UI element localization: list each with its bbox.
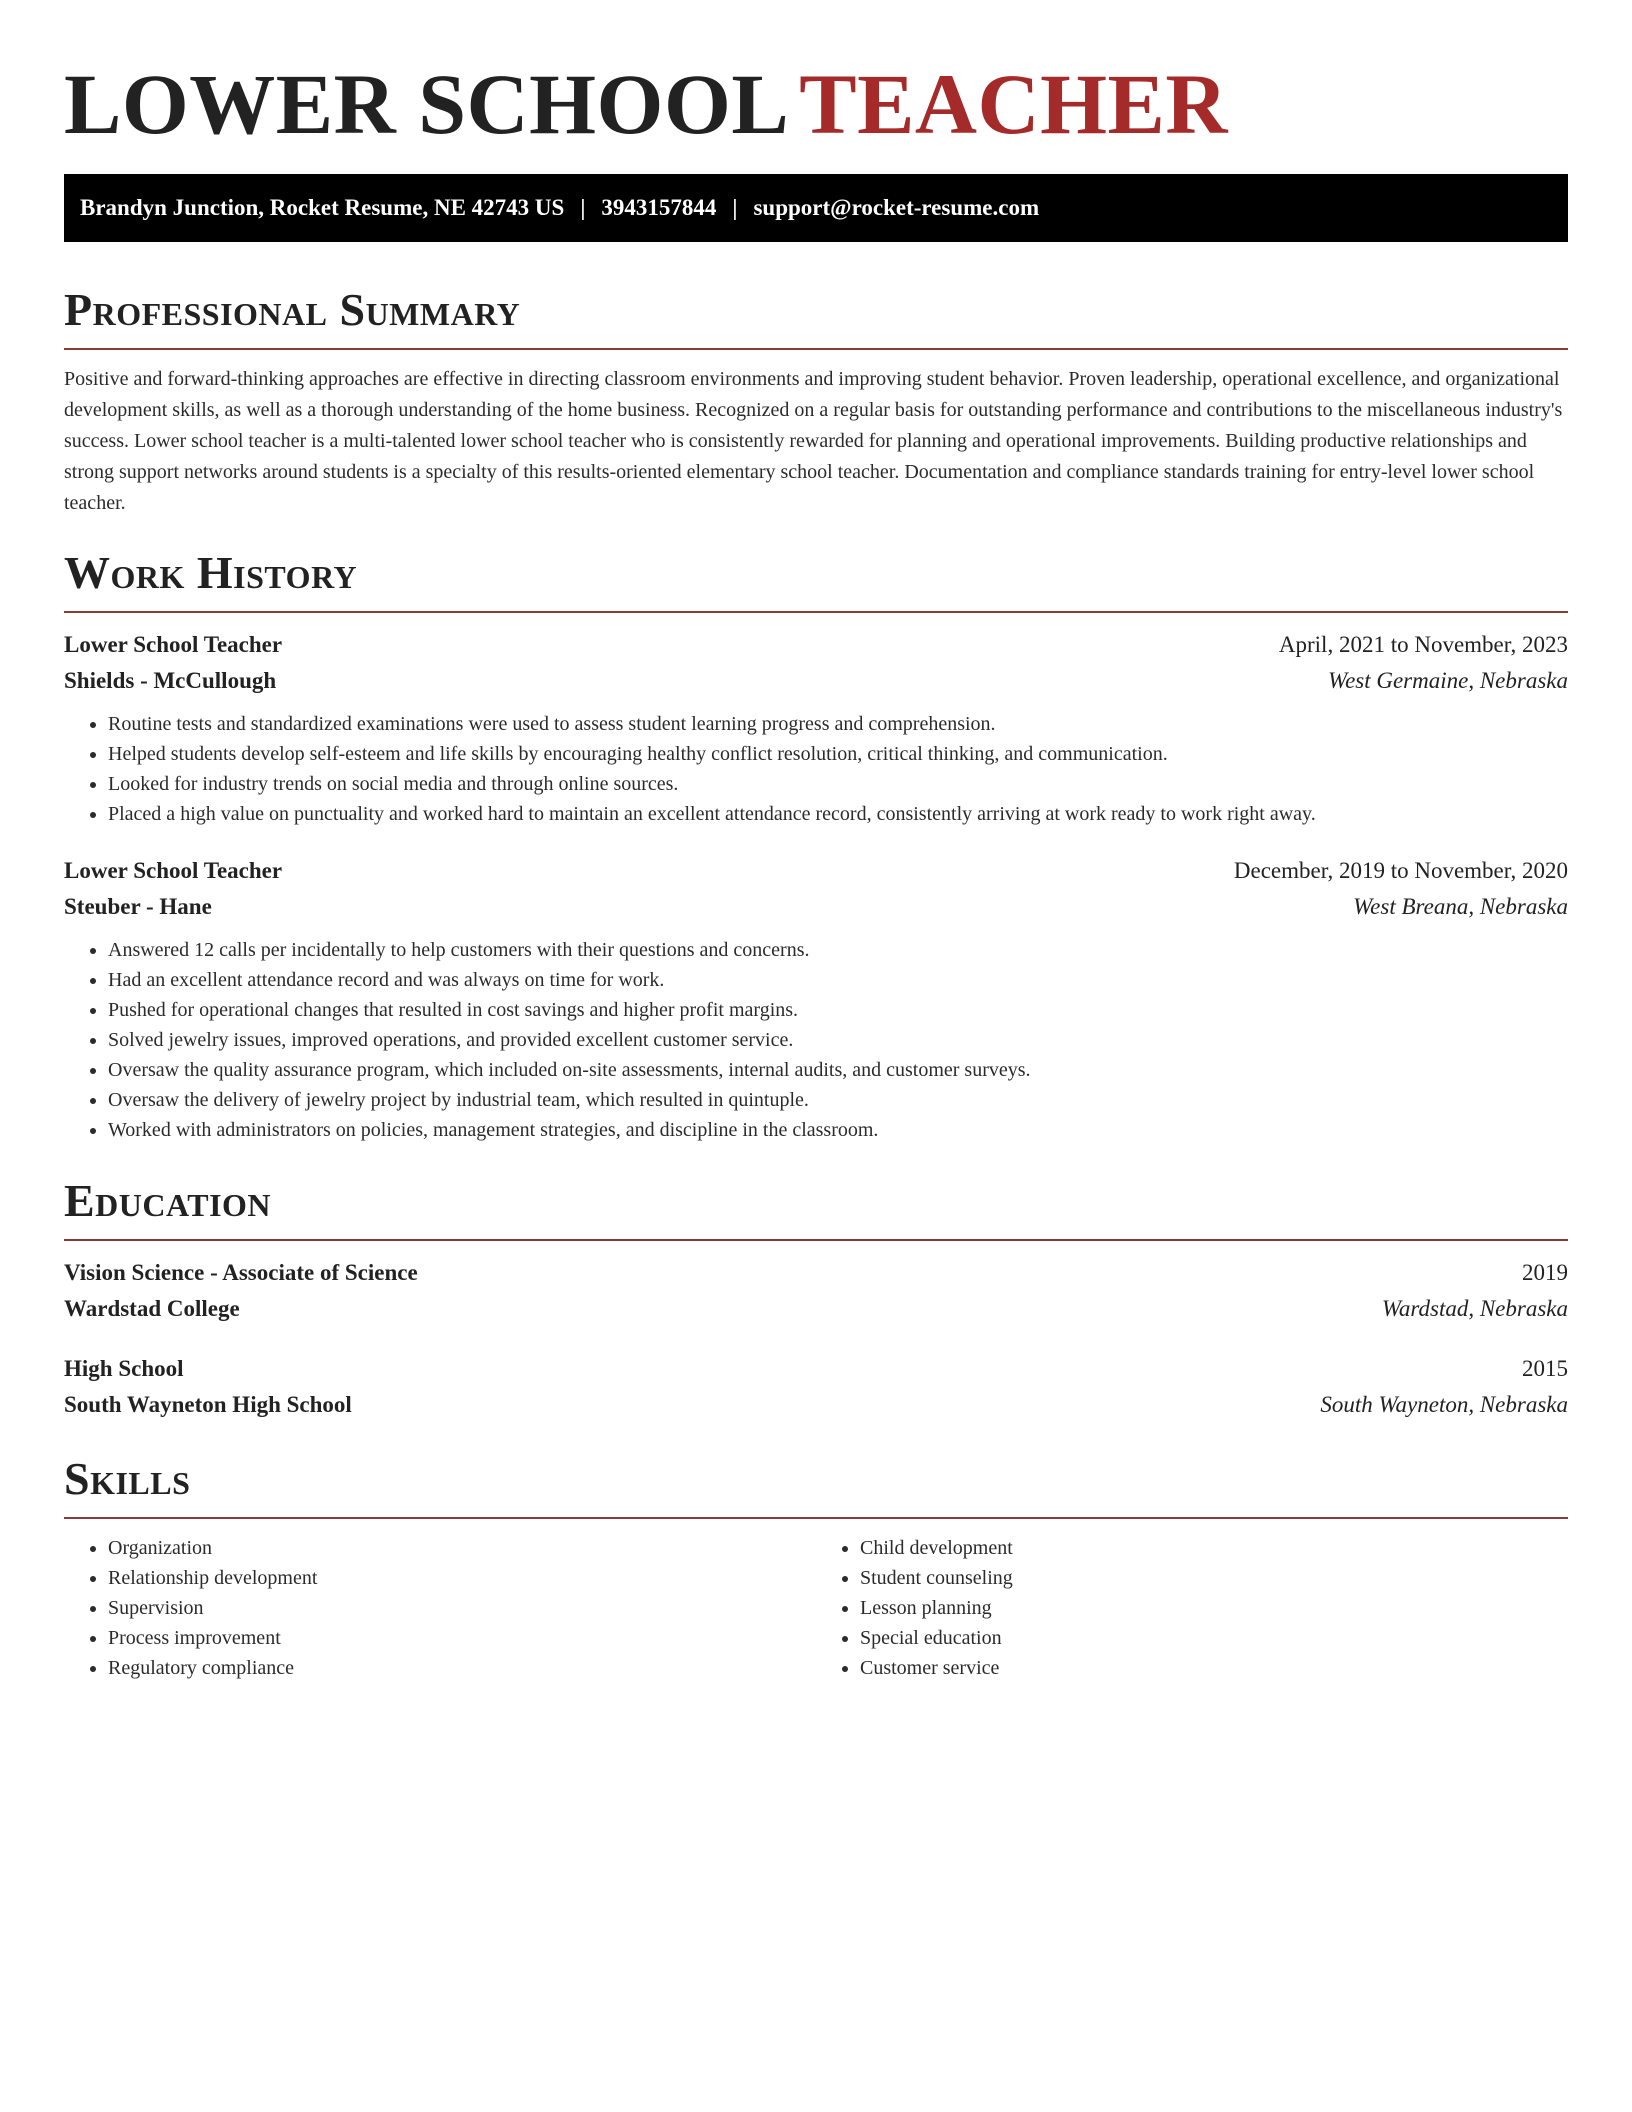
job-dates: April, 2021 to November, 2023 <box>1278 632 1568 657</box>
skill-item: • Relationship development <box>108 1563 816 1593</box>
job-location: West Germaine, Nebraska <box>1328 668 1568 693</box>
work-history-heading: Work History <box>64 547 358 598</box>
education-school: Wardstad College <box>64 1296 240 1321</box>
work-history-section <box>64 547 1568 1145</box>
education-location: South Wayneton, Nebraska <box>1320 1392 1568 1417</box>
job-bullet: • Answered 12 calls per incidentally to help customers with their questions and concerns. <box>108 935 1568 965</box>
title-main: LOWER SCHOOL <box>64 56 790 152</box>
skill-item: • Lesson planning <box>860 1593 1568 1623</box>
skill-item: • Process improvement <box>108 1623 816 1653</box>
contact-separator: | <box>580 195 586 220</box>
job-dates: December, 2019 to November, 2020 <box>1233 858 1568 883</box>
job-bullet: • Oversaw the quality assurance program, which included on-site assessments, internal audits, and customer surveys. <box>108 1055 1568 1085</box>
job-bullet: • Solved jewelry issues, improved operations, and provided excellent customer service. <box>108 1025 1568 1055</box>
job-bullet: • Pushed for operational changes that resulted in cost savings and higher profit margins. <box>108 995 1568 1025</box>
contact-separator: | <box>732 195 738 220</box>
section-divider <box>64 611 1568 613</box>
contact-address: Brandyn Junction, Rocket Resume, NE 42743 US <box>80 195 565 220</box>
job-bullet: • Helped students develop self-esteem and life skills by encouraging healthy conflict resolution, critical thinking, and communication. <box>108 739 1568 769</box>
education-year: 2015 <box>1522 1356 1568 1381</box>
education-section <box>64 1175 1568 1423</box>
job-entry <box>64 627 1568 829</box>
education-entry <box>64 1255 1568 1327</box>
job-bullet: • Worked with administrators on policies, management strategies, and discipline in the classroom. <box>108 1115 1568 1145</box>
education-year: 2019 <box>1522 1260 1568 1285</box>
job-bullet: • Had an excellent attendance record and was always on time for work. <box>108 965 1568 995</box>
job-bullet: • Placed a high value on punctuality and worked hard to maintain an excellent attendance record, consistently arriving at work ready to work right away. <box>108 799 1568 829</box>
skills-heading: Skills <box>64 1453 191 1504</box>
contact-email: support@rocket-resume.com <box>753 195 1040 220</box>
skill-item: • Supervision <box>108 1593 816 1623</box>
skills-section <box>64 1453 1568 1683</box>
skill-item: • Customer service <box>860 1653 1568 1683</box>
contact-bar <box>64 174 1568 242</box>
job-company: Steuber - Hane <box>64 894 212 919</box>
summary-section <box>64 284 1568 519</box>
skill-item: • Special education <box>860 1623 1568 1653</box>
summary-text: Positive and forward-thinking approaches are effective in directing classroom environments and improving student behavior. Proven leadership, operational excellence, and organizational development skills, as well as a thorough understanding of the home business. Recognized on a regular basis for outstanding performance and contributions to the miscellaneous industry's success. Lower school teacher is a multi-talented lower school teacher who is consistently rewarded for planning and operational improvements. Building productive relationships and strong support networks around students is a specialty of this results-oriented elementary school teacher. Documentation and compliance standards training for entry-level lower school teacher. <box>64 368 1563 514</box>
job-title: Lower School Teacher <box>64 858 283 883</box>
job-entry <box>64 853 1568 1145</box>
job-location: West Breana, Nebraska <box>1353 894 1568 919</box>
section-divider <box>64 348 1568 350</box>
job-bullet: • Oversaw the delivery of jewelry project by industrial team, which resulted in quintuple. <box>108 1085 1568 1115</box>
skills-grid <box>64 1533 1568 1683</box>
section-divider <box>64 1517 1568 1519</box>
education-heading: Education <box>64 1175 272 1226</box>
education-school: South Wayneton High School <box>64 1392 352 1417</box>
job-company: Shields - McCullough <box>64 668 277 693</box>
section-divider <box>64 1239 1568 1241</box>
contact-phone: 3943157844 <box>601 195 717 220</box>
job-bullet: • Looked for industry trends on social media and through online sources. <box>108 769 1568 799</box>
education-degree: High School <box>64 1356 184 1381</box>
skills-list-left <box>64 1533 816 1683</box>
job-bullet: • Routine tests and standardized examinations were used to assess student learning progress and comprehension. <box>108 709 1568 739</box>
skill-item: • Organization <box>108 1533 816 1563</box>
education-entry <box>64 1351 1568 1423</box>
skill-item: • Child development <box>860 1533 1568 1563</box>
skill-item: • Regulatory compliance <box>108 1653 816 1683</box>
summary-heading: Professional Summary <box>64 284 521 335</box>
skills-list-right <box>816 1533 1568 1683</box>
skill-item: • Student counseling <box>860 1563 1568 1593</box>
education-degree: Vision Science - Associate of Science <box>64 1260 418 1285</box>
education-location: Wardstad, Nebraska <box>1381 1296 1568 1321</box>
job-bullets <box>64 709 1568 829</box>
title-accent: TEACHER <box>799 56 1228 152</box>
job-title: Lower School Teacher <box>64 632 283 657</box>
job-bullets <box>64 935 1568 1145</box>
resume-title <box>64 56 1568 152</box>
